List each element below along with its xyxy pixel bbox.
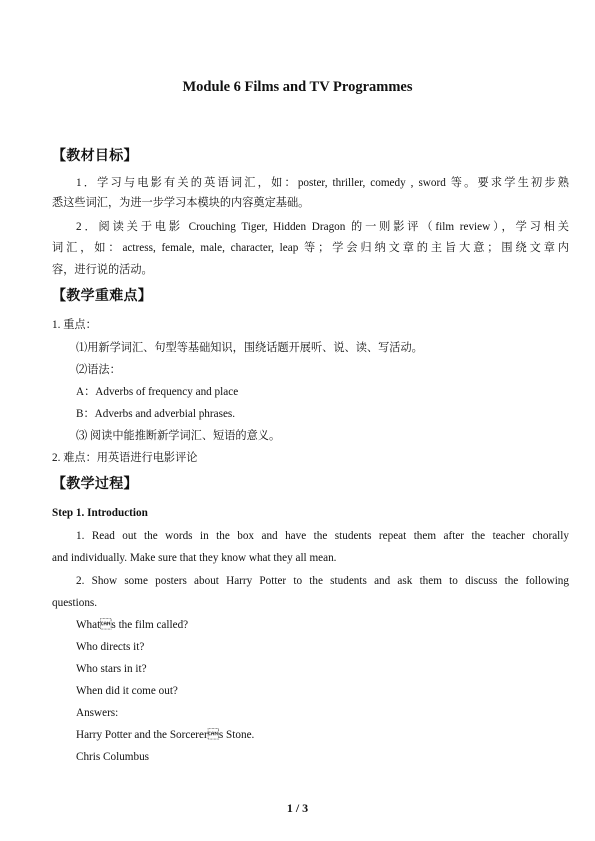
paragraph-line: 2. Show some posters about Harry Potter to the students and ask them to discuss the following <box>76 575 569 587</box>
paragraph-line: 容，进行说的活动。 <box>52 264 153 276</box>
paragraph-line: 2．阅读关于电影 Crouching Tiger, Hidden Dragon 的一则影评（film review），学习相关 <box>76 221 569 233</box>
answer-line: Chris Columbus <box>76 751 150 763</box>
question-line: When did it come out? <box>76 685 178 697</box>
list-item: A：Adverbs of frequency and place <box>76 386 239 398</box>
question-line: Whats the film called? <box>76 619 189 631</box>
list-item: ⑵语法： <box>76 364 121 376</box>
list-item: ⑶ 阅读中能推断新学词汇、短语的意义。 <box>76 430 281 442</box>
page-title: Module 6 Films and TV Programmes <box>182 79 413 95</box>
list-item: 1. 重点： <box>52 319 97 331</box>
paragraph-line: 1. Read out the words in the box and have the students repeat them after the teacher chorally <box>76 530 569 542</box>
answer-line: Harry Potter and the Sorcerers Stone. <box>76 729 255 741</box>
answers-label: Answers: <box>76 707 119 719</box>
section-heading-process: 【教学过程】 <box>52 476 138 492</box>
question-line: Who stars in it? <box>76 663 147 675</box>
page-number: 1 / 3 <box>286 801 309 815</box>
list-item: ⑴用新学词汇、句型等基础知识，围绕话题开展听、说、读、写活动。 <box>76 342 423 354</box>
section-heading-objectives: 【教材目标】 <box>52 148 138 164</box>
paragraph-line: 1．学习与电影有关的英语词汇，如：poster, thriller, comedy , sword 等。要求学生初步熟 <box>76 177 569 189</box>
paragraph-line: questions. <box>52 597 98 609</box>
list-item: B：Adverbs and adverbial phrases. <box>76 408 236 420</box>
paragraph-line: 词汇，如：actress, female, male, character, leap 等；学会归纳文章的主旨大意；围绕文章内 <box>52 242 569 254</box>
list-item: 2. 难点：用英语进行电影评论 <box>52 452 198 464</box>
step-title: Step 1. Introduction <box>52 507 148 519</box>
question-line: Who directs it? <box>76 641 145 653</box>
paragraph-line: 悉这些词汇，为进一步学习本模块的内容奠定基础。 <box>52 197 310 209</box>
section-heading-key-points: 【教学重难点】 <box>52 288 153 304</box>
paragraph-line: and individually. Make sure that they know what they all mean. <box>52 552 337 564</box>
